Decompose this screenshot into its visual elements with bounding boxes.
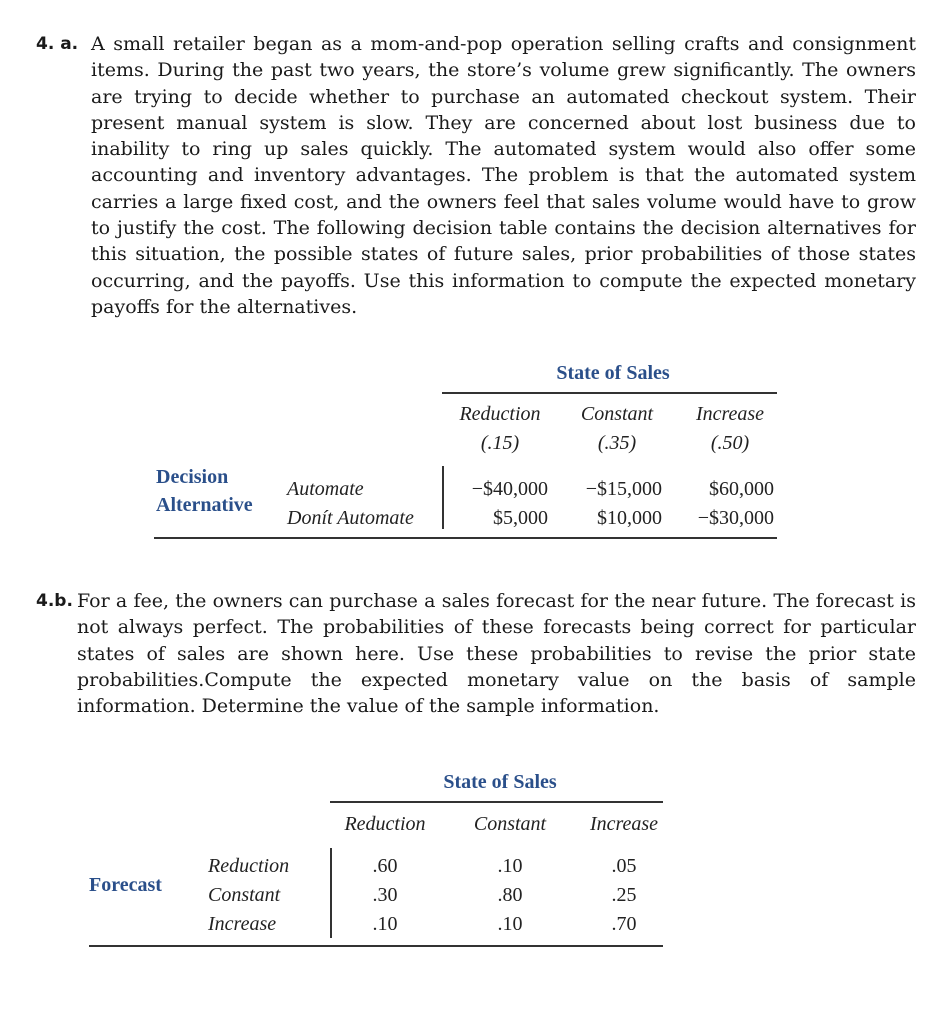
table-b-cell: .60 [372, 855, 398, 877]
table-b-col-increase: Increase [589, 813, 659, 835]
table-b-col-constant: Constant [473, 813, 547, 835]
table-a-cell: −$40,000 [471, 478, 548, 500]
table-b-row-constant: Constant [208, 884, 281, 906]
table-a-row-label-1: Decision [156, 466, 229, 488]
table-a-col-reduction: Reduction [459, 403, 541, 425]
table-a-cell: $60,000 [709, 478, 774, 500]
table-b-header: State of Sales [443, 771, 557, 793]
table-b-row-increase: Increase [208, 913, 277, 935]
table-b-cell: .25 [611, 884, 637, 906]
table-b-row-label: Forecast [89, 874, 162, 896]
table-b-cell: .10 [497, 855, 523, 877]
table-a-row-dont-automate: Donít Automate [287, 507, 414, 529]
table-a-header: State of Sales [556, 362, 670, 384]
table-b-row-reduction: Reduction [208, 855, 290, 877]
question-4a-number: 4. a. [36, 34, 79, 54]
table-a-row-label-2: Alternative [156, 494, 253, 516]
table-b-cell: .80 [497, 884, 523, 906]
table-a-row-automate: Automate [287, 478, 364, 500]
table-a-prob-increase: (.50) [710, 432, 750, 454]
table-a-cell: $5,000 [493, 507, 548, 529]
question-4a-text: A small retailer began as a mom-and-pop operation selling crafts and consignment items. During the past two years, the store’s volume grew significantly. The owners are trying to decide whether to purchase an automated checkout system. Their present manual system is slow. They are concerned about lost business due to inability to ring up sales quickly. The automated system would also offer some accounting and inventory advantages. The problem is that the automated system carries a large fixed cost, and the owners feel that sales volume would have to grow to justify the cost. The following decision table contains the decision alternatives for this situation, the possible states of future sales, prior probabilities of those states occurring, and the payoffs. Use this information to compute the expected monetary payoffs for the alternatives. [91, 33, 916, 318]
table-a-cell: $10,000 [597, 507, 662, 529]
table-b-cell: .05 [611, 855, 637, 877]
table-b-cell: .30 [372, 884, 398, 906]
question-4b-number: 4.b. [36, 591, 73, 611]
table-a-prob-constant: (.35) [597, 432, 637, 454]
table-a-cell: −$15,000 [585, 478, 662, 500]
table-b-cell: .10 [497, 913, 523, 935]
question-4b-text: For a fee, the owners can purchase a sales forecast for the near future. The forecast is not always perfect. The probabilities of these forecasts being correct for particular states of sales are shown here. Use these probabilities to revise the prior state probabilities.Compute the expected monetary value on the basis of sample information. Determine the value of the sample information. [77, 590, 916, 718]
table-a-prob-reduction: (.15) [480, 432, 520, 454]
table-b-col-reduction: Reduction [344, 813, 426, 835]
table-b-cell: .70 [611, 913, 637, 935]
table-a-col-constant: Constant [580, 403, 654, 425]
table-b-cell: .10 [372, 913, 398, 935]
table-a-cell: −$30,000 [697, 507, 774, 529]
table-a-col-increase: Increase [695, 403, 765, 425]
